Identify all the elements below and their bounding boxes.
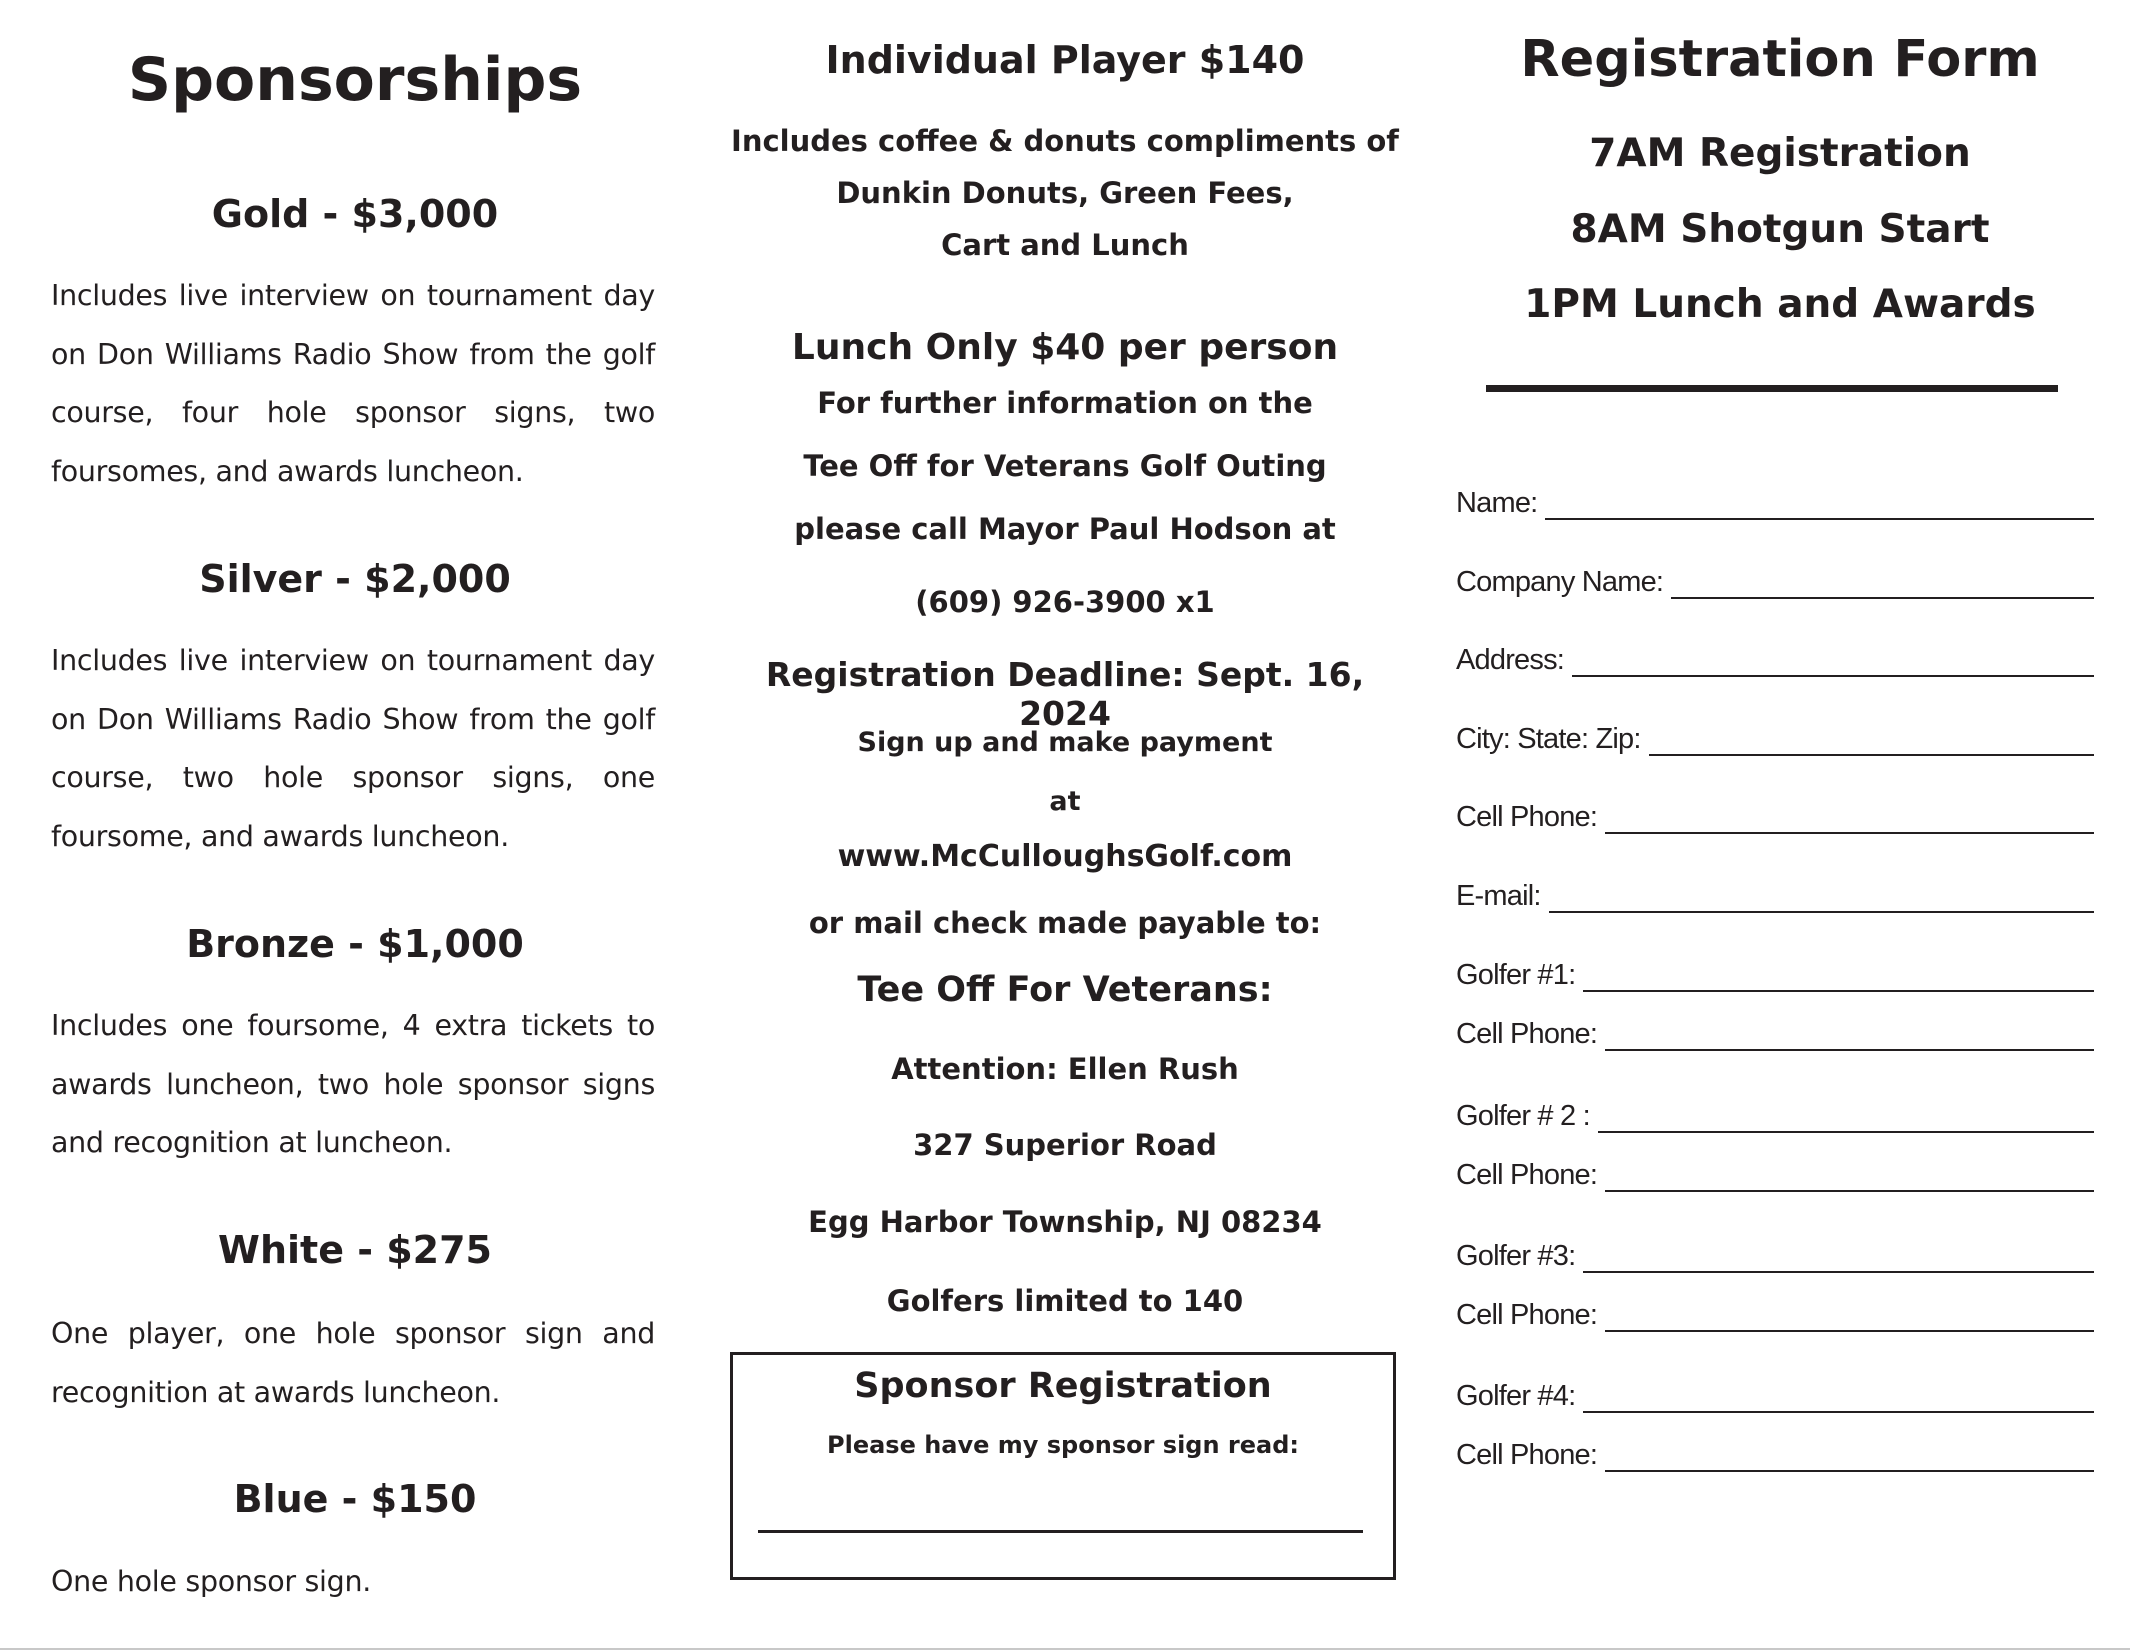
cell-phone-input-line[interactable] (1605, 798, 2094, 834)
registration-title: Registration Form (1520, 30, 2040, 89)
golfer-3-cell-field[interactable] (1456, 1292, 2094, 1332)
golfer-1-label: Golfer #1: (1456, 959, 1576, 991)
email-field[interactable] (1456, 873, 2094, 913)
sponsor-sign-prompt: Please have my sponsor sign read: (827, 1431, 1299, 1459)
contact-phone: (609) 926-3900 x1 (915, 585, 1215, 619)
name-input-line[interactable] (1545, 484, 2094, 520)
signup-text: Sign up and make payment (857, 727, 1273, 758)
includes-line-2: Dunkin Donuts, Green Fees, (836, 176, 1294, 210)
further-line-2: Tee Off for Veterans Golf Outing (803, 449, 1327, 483)
golfer-4-cell-field[interactable] (1456, 1432, 2094, 1472)
tier-gold-name: Gold - $3,000 (211, 192, 499, 236)
lunch-only-price: Lunch Only $40 per person (791, 327, 1339, 368)
cell-phone-field[interactable] (1456, 794, 2094, 834)
sponsorships-panel (0, 0, 720, 1650)
company-name-input-line[interactable] (1671, 563, 2094, 599)
includes-line-3: Cart and Lunch (941, 228, 1189, 262)
golfer-3-cell-label: Cell Phone: (1456, 1299, 1598, 1331)
golfer-4-cell-label: Cell Phone: (1456, 1439, 1598, 1471)
golfer-limit: Golfers limited to 140 (886, 1284, 1244, 1318)
golfer-1-cell-label: Cell Phone: (1456, 1018, 1598, 1050)
further-line-3: please call Mayor Paul Hodson at (794, 512, 1336, 546)
golfer-1-cell-input-line[interactable] (1605, 1015, 2094, 1051)
schedule-registration: 7AM Registration (1589, 131, 1971, 176)
company-name-label: Company Name: (1456, 566, 1664, 598)
sponsor-sign-input-line[interactable] (758, 1530, 1363, 1533)
individual-price: Individual Player $140 (825, 38, 1305, 82)
cell-phone-label: Cell Phone: (1456, 801, 1598, 833)
tier-blue-desc: One hole sponsor sign. (51, 1565, 371, 1598)
tier-silver-desc: Includes live interview on tournament day on Don Williams Radio Show from the golf course, two hole sponsor signs, one foursome, and awards luncheon. (51, 644, 655, 853)
attention-line: Attention: Ellen Rush (891, 1052, 1239, 1086)
golfer-3-cell-input-line[interactable] (1605, 1296, 2094, 1332)
tier-blue-name: Blue - $150 (233, 1477, 477, 1521)
golfer-4-cell-input-line[interactable] (1605, 1436, 2094, 1472)
golfer-2-cell-label: Cell Phone: (1456, 1159, 1598, 1191)
golfer-3-label: Golfer #3: (1456, 1240, 1576, 1272)
sponsorships-title: Sponsorships (127, 45, 583, 115)
email-label: E-mail: (1456, 880, 1541, 912)
registration-deadline: Registration Deadline: Sept. 16, 2024 (765, 655, 1365, 733)
golfer-4-input-line[interactable] (1583, 1377, 2094, 1413)
tier-bronze-desc: Includes one foursome, 4 extra tickets to awards luncheon, two hole sponsor signs and recognition at luncheon. (51, 1009, 655, 1159)
tier-bronze-name: Bronze - $1,000 (186, 922, 524, 966)
sponsor-registration-box (730, 1352, 1396, 1580)
city-state-zip-label: City: State: Zip: (1456, 723, 1641, 755)
address-label: Address: (1456, 644, 1565, 676)
sponsor-registration-title: Sponsor Registration (854, 1366, 1272, 1406)
registration-panel (1430, 0, 2130, 1650)
golfer-2-cell-field[interactable] (1456, 1152, 2094, 1192)
golfer-2-cell-input-line[interactable] (1605, 1156, 2094, 1192)
tier-white-name: White - $275 (218, 1228, 492, 1272)
city-state-zip-field[interactable] (1456, 716, 2094, 756)
golfer-2-label: Golfer # 2 : (1456, 1100, 1590, 1132)
schedule-shotgun-start: 8AM Shotgun Start (1570, 207, 1990, 252)
tier-gold-desc: Includes live interview on tournament day on Don Williams Radio Show from the golf course, four hole sponsor signs, two foursomes, and awards luncheon. (51, 279, 655, 488)
info-panel (730, 0, 1400, 1650)
city-state-zip-input-line[interactable] (1649, 720, 2094, 756)
street-address: 327 Superior Road (913, 1128, 1217, 1162)
golfer-1-input-line[interactable] (1583, 956, 2094, 992)
golfer-4-field[interactable] (1456, 1373, 2094, 1413)
tier-white-desc: One player, one hole sponsor sign and recognition at awards luncheon. (51, 1317, 655, 1409)
further-line-1: For further information on the (817, 386, 1313, 420)
golfer-1-cell-field[interactable] (1456, 1011, 2094, 1051)
includes-line-1: Includes coffee & donuts compliments of (731, 124, 1399, 158)
city-address: Egg Harbor Township, NJ 08234 (808, 1205, 1322, 1239)
email-input-line[interactable] (1549, 877, 2094, 913)
golfer-2-input-line[interactable] (1598, 1097, 2094, 1133)
golfer-3-input-line[interactable] (1583, 1237, 2094, 1273)
divider-rule (1486, 385, 2058, 392)
mail-check-text: or mail check made payable to: (808, 906, 1322, 940)
golfer-4-label: Golfer #4: (1456, 1380, 1576, 1412)
golfer-2-field[interactable] (1456, 1093, 2094, 1133)
address-input-line[interactable] (1572, 641, 2094, 677)
payee-name: Tee Off For Veterans: (857, 970, 1273, 1010)
golfer-3-field[interactable] (1456, 1233, 2094, 1273)
company-name-field[interactable] (1456, 559, 2094, 599)
address-field[interactable] (1456, 637, 2094, 677)
tier-silver-name: Silver - $2,000 (199, 557, 511, 601)
schedule-lunch-awards: 1PM Lunch and Awards (1524, 282, 2036, 327)
golfer-1-field[interactable] (1456, 952, 2094, 992)
website-link[interactable]: www.McCulloughsGolf.com (837, 839, 1293, 874)
name-field[interactable] (1456, 480, 2094, 520)
name-label: Name: (1456, 487, 1538, 519)
at-text: at (1049, 786, 1081, 817)
